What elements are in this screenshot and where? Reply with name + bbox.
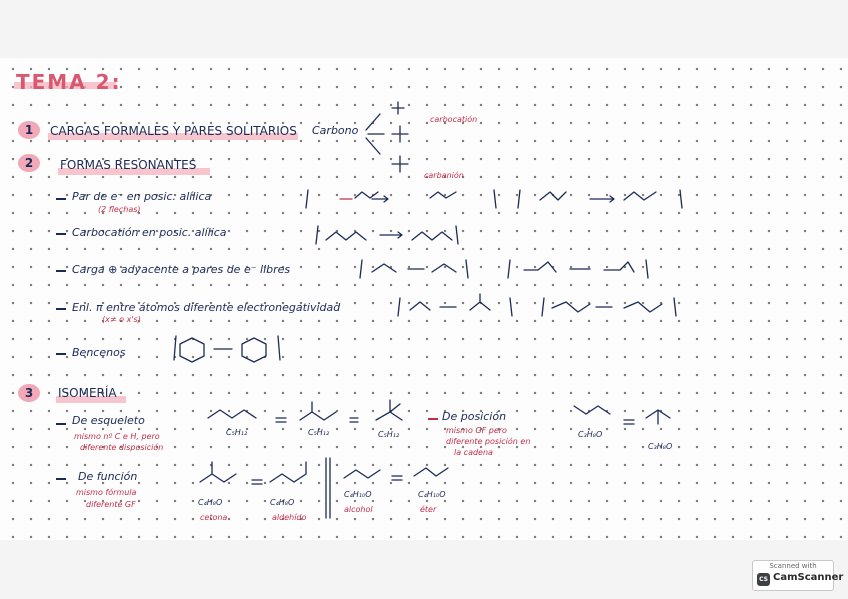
functional-group-label: éter	[420, 505, 437, 514]
badge-brand: CamScanner	[773, 572, 844, 583]
isomer-function-note-2: diferente GF	[86, 500, 136, 509]
camscanner-badge	[752, 560, 844, 591]
formula: C₄H₈O	[270, 498, 295, 507]
carbanion-label: carbanión	[424, 171, 464, 180]
isomer-position-note-2: diferente posición en	[446, 437, 531, 446]
badge-caption: Scanned with	[769, 562, 817, 570]
resonance-rule-5: Bencenos	[72, 346, 126, 359]
formula: C₄H₈O	[198, 498, 223, 507]
formula: C₄H₁₀O	[418, 490, 446, 499]
resonance-rule-2: Carbocatión en posic. alílica	[72, 226, 227, 239]
section-2-heading: FORMAS RESONANTES	[60, 158, 197, 172]
formula: C₃H₈O	[578, 430, 603, 439]
isomer-function-label: De función	[78, 470, 138, 483]
camscanner-logo-icon: CS	[757, 573, 770, 586]
chemical-structure-drawings	[0, 58, 848, 540]
isomer-skeleton-label: De esqueleto	[72, 414, 145, 427]
isomer-function-note-1: mismo fórmula	[76, 488, 137, 497]
carbocation-label: carbocatión	[430, 115, 478, 124]
isomer-position-note-1: mismo GF pero	[446, 426, 507, 435]
formula: C₅H₁₂	[378, 430, 400, 439]
functional-group-label: cetona	[200, 513, 228, 522]
section-1-number: 1	[18, 121, 40, 139]
formula: C₃H₈O	[648, 442, 673, 451]
formula: C₅H₁₂	[308, 428, 330, 437]
section-1-heading: CARGAS FORMALES Y PARES SOLITARIOS	[50, 124, 297, 138]
resonance-rule-3: Carga ⊕ adyacente a pares de e⁻ libres	[72, 263, 291, 276]
resonance-rule-4-note: (x≠ o x's)	[102, 315, 141, 324]
resonance-rule-4: Enl. π entre átomos diferente electronegatividad	[72, 301, 341, 314]
isomer-skeleton-note-2: diferente disposición	[80, 443, 164, 452]
carbono-label: Carbono	[312, 124, 359, 137]
notebook-page	[0, 58, 848, 540]
functional-group-label: alcohol	[344, 505, 373, 514]
resonance-rule-1: Par de e⁻ en posic. alílica	[72, 190, 212, 203]
isomer-position-note-3: la cadena	[454, 448, 493, 457]
formula: C₄H₁₀O	[344, 490, 372, 499]
isomer-skeleton-note-1: mismo nº C e H, pero	[74, 432, 160, 441]
section-3-number: 3	[18, 384, 40, 402]
functional-group-label: aldehído	[272, 513, 307, 522]
section-3-heading: ISOMERÍA	[58, 386, 117, 400]
page-title: TEMA 2:	[16, 70, 122, 94]
isomer-position-label: De posición	[442, 410, 507, 423]
formula: C₅H₁₂	[226, 428, 248, 437]
resonance-rule-1-note: (2 flechas)	[98, 205, 141, 214]
section-2-number: 2	[18, 154, 40, 172]
